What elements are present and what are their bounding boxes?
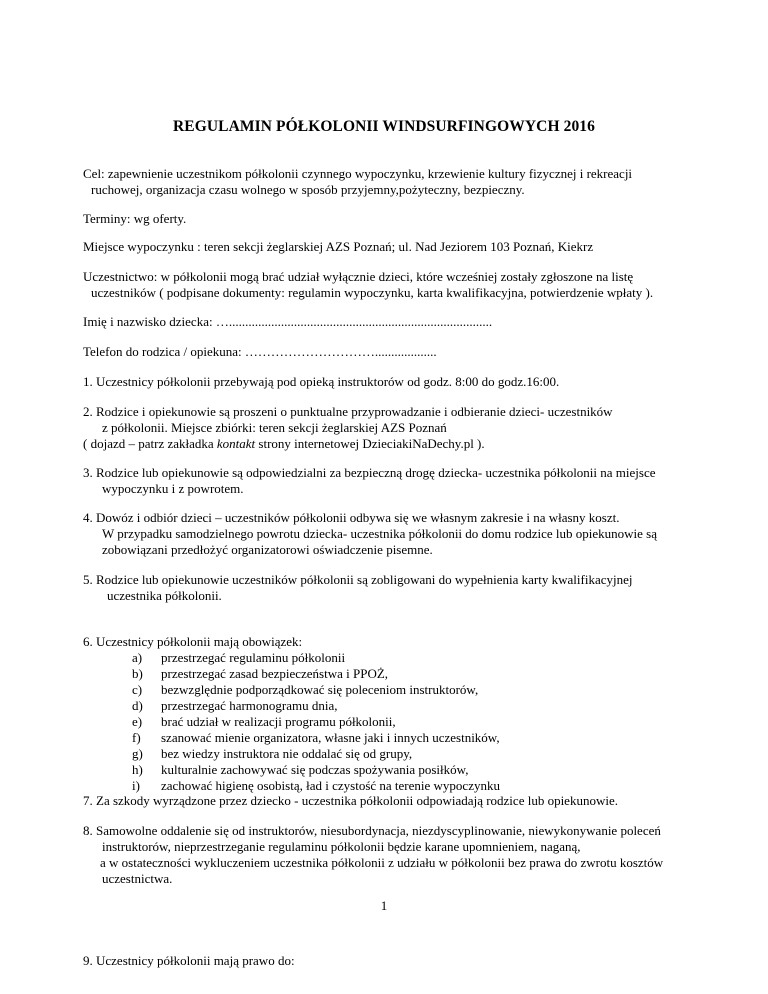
list-item: c) bezwzględnie podporządkować się poleceniom instruktorów,	[132, 682, 479, 697]
list-item: b) przestrzegać zasad bezpieczeństwa i PPOŻ,	[132, 666, 389, 681]
text-line: Cel: zapewnienie uczestnikom półkolonii czynnego wypoczynku, krzewienie kultury fizycznej i rekreacji	[83, 166, 633, 181]
list-item: i) zachować higienę osobistą, ład i czystość na terenie wypoczynku	[132, 778, 500, 793]
list-item: d) przestrzegać harmonogramu dnia,	[132, 698, 338, 713]
text-line: 8. Samowolne oddalenie się od instruktorów, niesubordynacja, niezdyscyplinowanie, niewykonywanie poleceń	[83, 823, 661, 838]
contact-tab-reference: kontakt	[216, 436, 256, 451]
paragraph-7: 7. Za szkody wyrządzone przez dziecko - uczestnika półkolonii odpowiadają rodzice lub opiekunowie.	[83, 793, 618, 808]
field-parent-phone: Telefon do rodzica / opiekuna: …………………………...................	[83, 344, 437, 359]
text-line: instruktorów, nieprzestrzeganie regulaminu półkolonii będzie karane upomnieniem, naganą,	[102, 839, 581, 854]
paragraph-3	[83, 465, 703, 497]
paragraph-miejsce: Miejsce wypoczynku : teren sekcji żeglarskiej AZS Poznań; ul. Nad Jeziorem 103 Poznań, Kiekrz	[83, 239, 594, 254]
text-line: Uczestnictwo: w półkolonii mogą brać udział wyłącznie dzieci, które wcześniej zostały zgłoszone na listę	[83, 269, 634, 284]
text-line: zobowiązani przedłożyć organizatorowi oświadczenie pisemne.	[102, 542, 433, 557]
list-item: h) kulturalnie zachowywać się podczas spożywania posiłków,	[132, 762, 469, 777]
text-line: ruchowej, organizacja czasu wolnego w sposób przyjemny,pożyteczny, bezpieczny.	[91, 182, 525, 197]
paragraph-8	[83, 823, 703, 887]
text-line: 3. Rodzice lub opiekunowie są odpowiedzialni za bezpieczną drogę dziecka- uczestnika półkolonii na miejsce	[83, 465, 656, 480]
text-line: uczestników ( podpisane dokumenty: regulamin wypoczynku, karta kwalifikacyjna, potwierdzenie wpłaty ).	[91, 285, 654, 300]
paragraph-6-obligations	[83, 634, 500, 794]
text-line: uczestnictwa.	[102, 871, 173, 886]
text-line: wypoczynku i z powrotem.	[102, 481, 244, 496]
text-line: 5. Rodzice lub opiekunowie uczestników półkolonii są zobligowani do wypełnienia karty kwalifikacyjnej	[83, 572, 633, 587]
paragraph-5	[83, 572, 703, 604]
paragraph-2	[83, 404, 703, 452]
text-line: W przypadku samodzielnego powrotu dziecka- uczestnika półkolonii do domu rodzice lub opiekunowie są	[102, 526, 657, 541]
list-item: g) bez wiedzy instruktora nie oddalać się od grupy,	[132, 746, 413, 761]
list-item: e) brać udział w realizacji programu półkolonii,	[132, 714, 396, 729]
text-line: a w ostateczności wykluczeniem uczestnika półkolonii z udziału w półkolonii bez prawa do zwrotu kosztów	[100, 855, 664, 870]
text-line: 4. Dowóz i odbiór dzieci – uczestników półkolonii odbywa się we własnym zakresie i na własny koszt.	[83, 510, 620, 525]
paragraph-cel	[83, 166, 703, 198]
text-line: z półkolonii. Miejsce zbiórki: teren sekcji żeglarskiej AZS Poznań	[102, 420, 447, 435]
document-title: REGULAMIN PÓŁKOLONII WINDSURFINGOWYCH 2016	[172, 118, 596, 135]
page-number: 1	[380, 898, 388, 913]
paragraph-4	[83, 510, 703, 558]
paragraph-uczestnictwo	[83, 269, 703, 301]
list-header: 6. Uczestnicy półkolonii mają obowiązek:	[83, 634, 303, 649]
list-item: f) szanować mienie organizatora, własne jaki i innych uczestników,	[132, 730, 500, 745]
list-item: a) przestrzegać regulaminu półkolonii	[132, 650, 346, 665]
text-line: uczestnika półkolonii.	[107, 588, 222, 603]
field-child-name: Imię i nazwisko dziecka: ….................................................................................	[83, 314, 493, 329]
text-line: 2. Rodzice i opiekunowie są proszeni o punktualne przyprowadzanie i odbieranie dzieci- uczestników	[83, 404, 613, 419]
paragraph-9: 9. Uczestnicy półkolonii mają prawo do:	[83, 953, 295, 968]
paragraph-terminy: Terminy: wg oferty.	[83, 211, 187, 226]
paragraph-1: 1. Uczestnicy półkolonii przebywają pod opieką instruktorów od godz. 8:00 do godz.16:00.	[83, 374, 560, 389]
text-line: ( dojazd – patrz zakładka kontakt strony internetowej DzieciakiNaDechy.pl ).	[83, 436, 485, 451]
